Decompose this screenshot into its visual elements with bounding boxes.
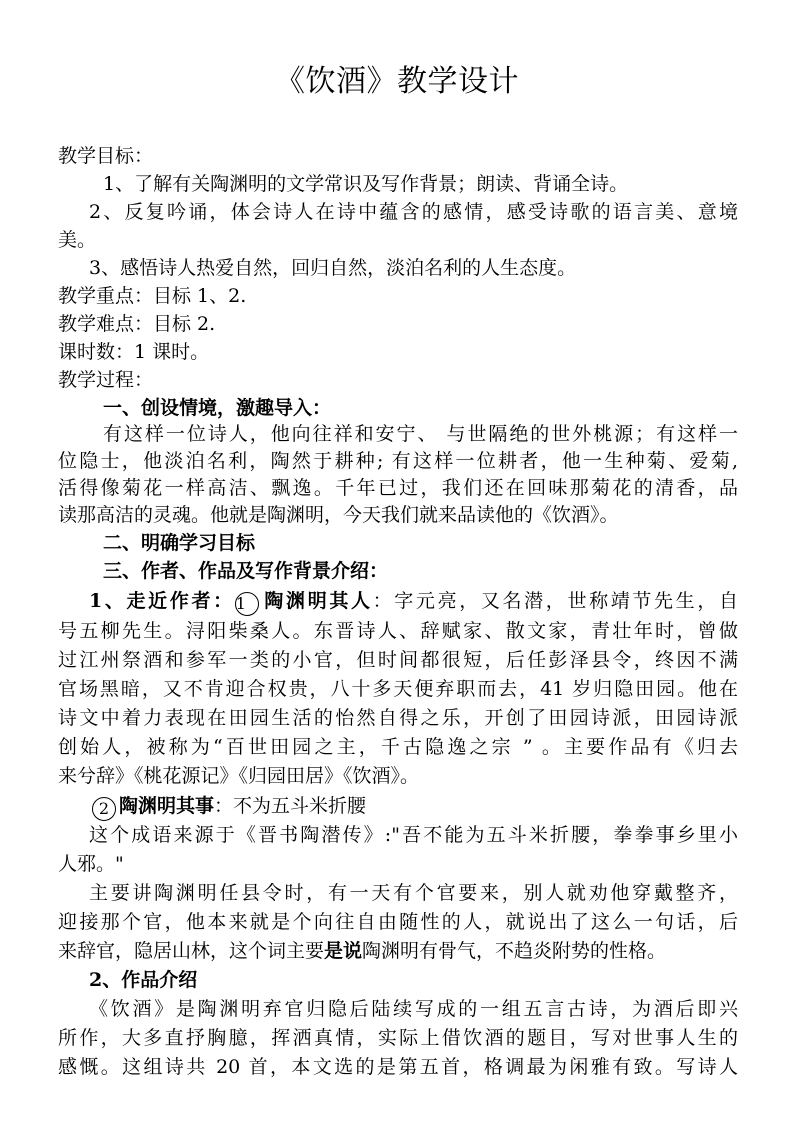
author-text-1: ：字元亮，又名潜，世称靖节先生，自 — [372, 590, 738, 612]
key-points: 教学重点：目标 1、2. — [58, 285, 247, 307]
story-text-b: 陶渊明有骨气，不趋炎附势的性格。 — [362, 940, 667, 962]
heading-goals: 二、明确学习目标 — [103, 532, 256, 554]
intro-line-2: 位隐士，他淡泊名利，陶然于耕种; 有这样一位耕者，他一生种菊、爱菊, — [58, 450, 738, 472]
subheading-work: 2、作品介绍 — [89, 969, 198, 991]
objective-1: 1、了解有关陶渊明的文学常识及写作背景；朗读、背诵全诗。 — [103, 173, 629, 195]
label-person: 陶渊明其人 — [261, 590, 373, 612]
page-title: 《饮酒》教学设计 — [275, 64, 519, 99]
story-title: ：不为五斗米折腰 — [214, 795, 367, 817]
intro-line-4: 读那高洁的灵魂。他就是陶渊明，今天我们就来品读他的《饮酒》。 — [58, 504, 619, 526]
idiom-line-2: 人邪。" — [58, 853, 124, 875]
subheading-author: 1、走近作者： — [89, 590, 235, 612]
story-text-bold: 是说 — [324, 940, 363, 962]
author-line-2: 号五柳先生。浔阳柴桑人。东晋诗人、辞赋家、散文家，青壮年时，曾做 — [58, 620, 738, 642]
objective-2: 2、反复吟诵，体会诗人在诗中蕴含的感情，感受诗歌的语言美、意境 — [89, 201, 738, 223]
section-label-objectives: 教学目标： — [58, 145, 154, 167]
circled-number-two: 2 — [92, 797, 116, 821]
section-label-process: 教学过程： — [58, 369, 154, 391]
heading-background: 三、作者、作品及写作背景介绍： — [103, 560, 389, 582]
story-line-1: 主要讲陶渊明任县令时，有一天有个官要来，别人就劝他穿戴整齐， — [89, 882, 738, 904]
label-story: 陶渊明其事 — [119, 795, 215, 817]
work-line-3: 感慨。这组诗共 20 首，本文选的是第五首，格调最为闲雅有致。写诗人 — [58, 1056, 738, 1078]
work-line-1: 《饮酒》是陶渊明弃官归隐后陆续写成的一组五言古诗，为酒后即兴 — [89, 998, 738, 1020]
author-line-6: 创始人，被称为“百世田园之主，千古隐逸之宗 ” 。主要作品有《归去 — [58, 736, 738, 758]
intro-line-3: 活得像菊花一样高洁、飘逸。千年已过，我们还在回味那菊花的清香，品 — [58, 477, 738, 499]
author-line-1 — [89, 589, 738, 616]
author-line-4: 官场黑暗，又不肯迎合权贵，八十多天便弃职而去，41 岁归隐田园。他在 — [58, 678, 738, 700]
heading-intro: 一、创设情境，激趣导入： — [103, 397, 332, 419]
idiom-line-1: 这个成语来源于《晋书陶潜传》:"吾不能为五斗米折腰，拳拳事乡里小 — [89, 824, 738, 846]
story-line-2: 迎接那个官，他本来就是个向往自由随性的人，就说出了这么一句话，后 — [58, 911, 738, 933]
intro-line-1: 有这样一位诗人，他向往祥和安宁、 与世隔绝的世外桃源；有这样一 — [103, 423, 738, 445]
author-line-5: 诗文中着力表现在田园生活的怡然自得之乐，开创了田园诗派，田园诗派 — [58, 707, 738, 729]
class-hours: 课时数：1 课时。 — [58, 341, 210, 363]
story-line-3 — [58, 939, 738, 964]
objective-2-cont: 美。 — [58, 229, 97, 251]
objective-3: 3、感悟诗人热爱自然，回归自然，淡泊名利的人生态度。 — [89, 257, 577, 279]
circled-number-one: 1 — [235, 592, 259, 616]
author-line-7: 来兮辞》《桃花源记》《归园田居》《饮酒》。 — [58, 765, 420, 787]
work-line-2: 所作，大多直抒胸臆，挥洒真情，实际上借饮酒的题目，写对世事人生的 — [58, 1027, 738, 1049]
author-line-3: 过江州祭酒和参军一类的小官，但时间都很短，后任彭泽县令，终因不满 — [58, 649, 738, 671]
difficult-points: 教学难点：目标 2. — [58, 313, 216, 335]
story-text-a: 来辞官，隐居山林，这个词主要 — [58, 940, 325, 962]
story-heading — [92, 794, 772, 821]
